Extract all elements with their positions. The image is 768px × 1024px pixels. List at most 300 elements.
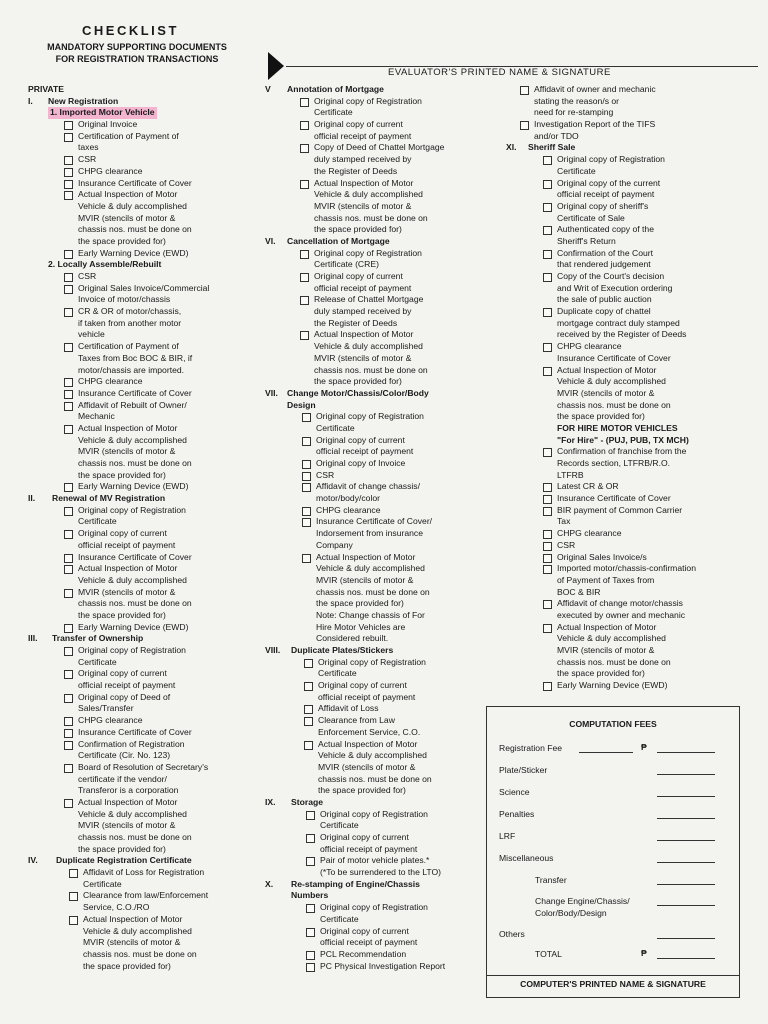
lrf-line xyxy=(657,840,715,841)
item-label: Certificate xyxy=(318,668,357,679)
checkbox[interactable] xyxy=(543,530,552,539)
item-label: Vehicle & duly accomplished xyxy=(316,563,425,574)
plate-sticker-line xyxy=(657,774,715,775)
checklist-item-text xyxy=(28,142,258,154)
section-number: IV. xyxy=(28,855,38,866)
checklist-item-text xyxy=(265,750,495,762)
checkbox[interactable] xyxy=(543,156,552,165)
checklist-column-3 xyxy=(506,84,756,692)
item-label: stating the reason/s or xyxy=(534,95,620,106)
checkbox[interactable] xyxy=(64,378,73,387)
arrow-icon xyxy=(268,52,284,80)
checklist-item-text xyxy=(265,423,495,435)
checklist-item-text xyxy=(506,107,756,119)
checklist-item-text xyxy=(506,516,756,528)
checklist-item-text xyxy=(28,844,258,856)
checkbox[interactable] xyxy=(306,951,315,960)
checklist-item-text xyxy=(28,879,258,891)
item-label: the sale of public auction xyxy=(557,294,652,305)
checkbox[interactable] xyxy=(300,331,309,340)
section-number: II. xyxy=(28,493,36,504)
item-label: Certificate xyxy=(316,422,355,433)
item-label: Latest CR & OR xyxy=(557,481,619,492)
checkbox[interactable] xyxy=(304,659,313,668)
item-label: the space provided for) xyxy=(314,224,402,235)
checklist-item-text xyxy=(28,458,258,470)
checklist-item-text xyxy=(28,201,258,213)
checklist-item-text xyxy=(265,131,495,143)
checkbox[interactable] xyxy=(543,554,552,563)
item-label: Vehicle & duly accomplished xyxy=(314,189,423,200)
checkbox[interactable] xyxy=(543,203,552,212)
item-label: Original Sales Invoice/Commercial xyxy=(78,282,210,293)
checkbox[interactable] xyxy=(64,191,73,200)
item-label: Sheriff Sale xyxy=(528,142,576,153)
checklist-item-text xyxy=(28,750,258,762)
checkbox[interactable] xyxy=(543,624,552,633)
checkbox[interactable] xyxy=(520,121,529,130)
checkbox[interactable] xyxy=(520,86,529,95)
fees-title: COMPUTATION FEES xyxy=(569,719,657,729)
checkbox[interactable] xyxy=(64,308,73,317)
item-label: Change Motor/Chassis/Color/Body xyxy=(287,387,429,398)
checklist-item-text xyxy=(265,727,495,739)
item-label: Early Warning Device (EWD) xyxy=(78,621,189,632)
science-label: Science xyxy=(499,787,530,797)
item-label: Original copy of Registration xyxy=(314,95,422,106)
checkbox[interactable] xyxy=(306,963,315,972)
computation-fees-box xyxy=(486,706,740,998)
penalties-line xyxy=(657,818,715,819)
checkbox[interactable] xyxy=(543,226,552,235)
checklist-item-text xyxy=(265,598,495,610)
section-number: VII. xyxy=(265,387,278,398)
item-label: MVIR (stencils of motor & xyxy=(318,761,416,772)
section-number: I. xyxy=(28,95,33,106)
checklist-item-text xyxy=(506,610,756,622)
checklist-item xyxy=(265,411,495,423)
checkbox[interactable] xyxy=(64,402,73,411)
item-label: Enforcement Service, C.O. xyxy=(318,726,421,737)
item-label: Certificate xyxy=(320,820,359,831)
checklist-item xyxy=(265,435,495,447)
item-label: Mechanic xyxy=(78,411,115,422)
checklist-item-text xyxy=(28,236,258,248)
checkbox[interactable] xyxy=(64,554,73,563)
checkbox[interactable] xyxy=(543,483,552,492)
item-label: the space provided for) xyxy=(314,376,402,387)
item-label: Original copy of current xyxy=(316,434,405,445)
item-label: CHPG clearance xyxy=(78,165,143,176)
checklist-item xyxy=(28,306,258,318)
item-label: official receipt of payment xyxy=(78,680,176,691)
checkbox[interactable] xyxy=(543,180,552,189)
item-label: Original Sales Invoice/s xyxy=(557,551,647,562)
checkbox[interactable] xyxy=(543,448,552,457)
item-label: the space provided for) xyxy=(78,469,166,480)
checkbox[interactable] xyxy=(64,273,73,282)
section-heading xyxy=(506,142,756,154)
item-label: MVIR (stencils of motor & xyxy=(83,937,181,948)
checkbox[interactable] xyxy=(64,425,73,434)
item-label: Actual Inspection of Motor xyxy=(318,738,418,749)
section-heading xyxy=(506,423,756,435)
checklist-item xyxy=(506,178,756,190)
total-line xyxy=(657,958,715,959)
checklist-item xyxy=(265,178,495,190)
checkbox[interactable] xyxy=(64,729,73,738)
checkbox[interactable] xyxy=(543,542,552,551)
section-heading xyxy=(265,400,495,412)
checkbox[interactable] xyxy=(302,460,311,469)
checkbox[interactable] xyxy=(64,670,73,679)
checkbox[interactable] xyxy=(302,518,311,527)
checklist-item-text xyxy=(28,435,258,447)
item-label: Vehicle & duly accomplished xyxy=(78,200,187,211)
item-label: Actual Inspection of Motor xyxy=(557,621,657,632)
item-label: Board of Resolution of Secretary's xyxy=(78,761,209,772)
checkbox[interactable] xyxy=(64,168,73,177)
section-heading xyxy=(265,388,495,400)
checklist-item-text xyxy=(28,610,258,622)
item-label: Taxes from Boc BOC & BIR, if xyxy=(78,352,193,363)
section-number: IX. xyxy=(265,796,276,807)
checklist-item-text xyxy=(265,224,495,236)
checkbox[interactable] xyxy=(306,904,315,913)
transfer-label: Transfer xyxy=(535,875,567,885)
checkbox[interactable] xyxy=(64,390,73,399)
checklist-item-text xyxy=(265,259,495,271)
item-label: Sheriff's Return xyxy=(557,235,616,246)
checkbox[interactable] xyxy=(64,285,73,294)
checkbox[interactable] xyxy=(543,495,552,504)
checkbox[interactable] xyxy=(302,472,311,481)
checklist-item-text xyxy=(265,844,495,856)
checklist-item xyxy=(265,961,495,973)
checkbox[interactable] xyxy=(300,98,309,107)
checklist-item-text xyxy=(265,306,495,318)
checklist-item-text xyxy=(506,329,756,341)
checkbox[interactable] xyxy=(543,343,552,352)
checklist-item-text xyxy=(506,189,756,201)
item-label: MVIR (stencils of motor & xyxy=(314,352,412,363)
item-label: Indorsement from insurance xyxy=(316,528,423,539)
checklist-item xyxy=(506,505,756,517)
item-label: Duplicate Plates/Stickers xyxy=(291,645,394,655)
item-label: Confirmation of franchise from the xyxy=(557,446,687,457)
item-label: that rendered judgement xyxy=(557,259,651,270)
item-label: Sales/Transfer xyxy=(78,703,134,714)
checkbox[interactable] xyxy=(69,869,78,878)
item-label: CHPG clearance xyxy=(78,715,143,726)
item-label: Certification of Payment of xyxy=(78,341,179,352)
checklist-item xyxy=(28,867,258,879)
checkbox[interactable] xyxy=(543,308,552,317)
item-label: Original copy of Deed of xyxy=(78,691,171,702)
checkbox[interactable] xyxy=(543,682,552,691)
item-label: Copy of the Court's decision xyxy=(557,271,665,281)
checkbox[interactable] xyxy=(304,717,313,726)
item-label: Actual Inspection of Motor xyxy=(316,551,416,562)
item-label: Duplicate Registration Certificate xyxy=(56,855,192,866)
checklist-item-text xyxy=(265,365,495,377)
item-label: the space provided for) xyxy=(318,785,406,796)
checkbox[interactable] xyxy=(543,273,552,282)
checklist-item-text xyxy=(28,937,258,949)
section-number: X. xyxy=(265,878,274,889)
checklist-item xyxy=(506,540,756,552)
checkbox[interactable] xyxy=(302,554,311,563)
checklist-item xyxy=(506,341,756,353)
section-heading xyxy=(265,797,495,809)
item-label: Certificate xyxy=(78,656,117,667)
checklist-item xyxy=(28,622,258,634)
checkbox[interactable] xyxy=(306,811,315,820)
item-label: Vehicle & duly accomplished xyxy=(318,750,427,761)
item-label: the space provided for) xyxy=(316,598,404,609)
item-label: the Register of Deeds xyxy=(314,317,398,328)
item-label: the space provided for) xyxy=(83,960,171,971)
checkbox[interactable] xyxy=(64,589,73,598)
checklist-item-text xyxy=(265,668,495,680)
checklist-item-text xyxy=(265,867,495,879)
checkbox[interactable] xyxy=(64,624,73,633)
checklist-item-text xyxy=(265,914,495,926)
item-label: chassis nos. must be done on xyxy=(78,224,192,235)
checklist-item xyxy=(28,283,258,295)
section-heading xyxy=(265,236,495,248)
checklist-item xyxy=(265,926,495,938)
checkbox[interactable] xyxy=(300,121,309,130)
item-label: BOC & BIR xyxy=(557,586,601,597)
checklist-item xyxy=(28,341,258,353)
checklist-item-text xyxy=(28,470,258,482)
item-label: Actual Inspection of Motor xyxy=(78,796,178,807)
item-label: Actual Inspection of Motor xyxy=(78,189,178,200)
others-line xyxy=(657,938,715,939)
checklist-item xyxy=(265,680,495,692)
checklist-item xyxy=(28,505,258,517)
checklist-item xyxy=(28,189,258,201)
item-label: and Writ of Execution ordering xyxy=(557,282,673,293)
checklist-item-text xyxy=(265,540,495,552)
evaluator-label: EVALUATOR'S PRINTED NAME & SIGNATURE xyxy=(388,67,611,78)
checklist-item-text xyxy=(265,201,495,213)
checklist-item xyxy=(506,563,756,575)
item-label: Insurance Certificate of Cover xyxy=(78,551,192,562)
checklist-item-text xyxy=(28,598,258,610)
checklist-item xyxy=(28,154,258,166)
checkbox[interactable] xyxy=(306,834,315,843)
checkbox[interactable] xyxy=(302,413,311,422)
checklist-item xyxy=(28,563,258,575)
item-label: Original copy of Registration xyxy=(320,808,428,819)
item-label: chassis nos. must be done on xyxy=(78,598,192,609)
checklist-item xyxy=(506,154,756,166)
checklist-item xyxy=(265,902,495,914)
checkbox[interactable] xyxy=(64,507,73,516)
item-label: Transfer of Ownership xyxy=(52,633,144,644)
checkbox[interactable] xyxy=(64,250,73,259)
section-heading xyxy=(265,890,495,902)
item-label: Vehicle & duly accomplished xyxy=(78,574,187,585)
item-label: PRIVATE xyxy=(28,84,64,94)
checklist-item-text xyxy=(506,283,756,295)
checkbox[interactable] xyxy=(64,156,73,165)
checkbox[interactable] xyxy=(64,717,73,726)
checkbox[interactable] xyxy=(69,892,78,901)
checklist-item xyxy=(506,680,756,692)
checklist-item-text xyxy=(265,446,495,458)
checklist-item xyxy=(265,481,495,493)
item-label: Certificate xyxy=(557,165,596,176)
checklist-item-text xyxy=(506,236,756,248)
checkbox[interactable] xyxy=(64,565,73,574)
document-subtitle xyxy=(27,41,247,65)
checklist-item xyxy=(28,481,258,493)
checkbox[interactable] xyxy=(64,694,73,703)
subtitle-line-2: FOR REGISTRATION TRANSACTIONS xyxy=(55,54,219,64)
item-label: Actual Inspection of Motor xyxy=(557,364,657,375)
checklist-item-text xyxy=(506,294,756,306)
checkbox[interactable] xyxy=(69,916,78,925)
checkbox[interactable] xyxy=(64,741,73,750)
item-label: Certification of Payment of xyxy=(78,130,179,141)
checklist-item xyxy=(265,142,495,154)
checklist-item-text xyxy=(265,785,495,797)
checklist-item xyxy=(28,552,258,564)
item-label: Certificate (Cir. No. 123) xyxy=(78,750,171,761)
checklist-item-text xyxy=(265,633,495,645)
item-label: New Registration xyxy=(48,95,119,106)
checkbox[interactable] xyxy=(304,682,313,691)
item-label: Duplicate copy of chattel xyxy=(557,306,651,317)
item-label: Vehicle & duly accomplished xyxy=(314,341,423,352)
checklist-item-text xyxy=(265,774,495,786)
checkbox[interactable] xyxy=(543,250,552,259)
checkbox[interactable] xyxy=(64,121,73,130)
item-label: Vehicle & duly accomplished xyxy=(78,434,187,445)
computer-signature-label: COMPUTER'S PRINTED NAME & SIGNATURE xyxy=(520,979,706,989)
item-label: Design xyxy=(287,399,316,410)
checkbox[interactable] xyxy=(543,367,552,376)
checkbox[interactable] xyxy=(306,857,315,866)
checklist-item xyxy=(28,914,258,926)
item-label: duly stamped received by xyxy=(314,306,412,317)
item-label: the Register of Deeds xyxy=(314,165,398,176)
checkbox[interactable] xyxy=(302,437,311,446)
checkbox[interactable] xyxy=(64,647,73,656)
item-label: Insurance Certificate of Cover xyxy=(78,177,192,188)
item-label: Affidavit of Loss xyxy=(318,703,379,714)
item-label: Tax xyxy=(557,516,571,527)
checkbox[interactable] xyxy=(64,180,73,189)
section-heading xyxy=(28,259,258,271)
checkbox[interactable] xyxy=(543,565,552,574)
checkbox[interactable] xyxy=(64,483,73,492)
checklist-item xyxy=(28,797,258,809)
checklist-column-2 xyxy=(265,84,495,972)
checklist-item xyxy=(28,692,258,704)
checkbox[interactable] xyxy=(300,273,309,282)
item-label: Early Warning Device (EWD) xyxy=(78,247,189,258)
checklist-item xyxy=(506,493,756,505)
checklist-item-text xyxy=(28,353,258,365)
checkbox[interactable] xyxy=(304,705,313,714)
item-label: vehicle xyxy=(78,329,105,340)
checklist-item xyxy=(265,949,495,961)
checklist-item-text xyxy=(506,353,756,365)
item-label: official receipt of payment xyxy=(314,282,412,293)
checklist-item xyxy=(506,119,756,131)
checklist-item xyxy=(506,248,756,260)
checkbox[interactable] xyxy=(64,343,73,352)
checkbox[interactable] xyxy=(300,144,309,153)
checklist-item-text xyxy=(506,668,756,680)
checklist-item-text xyxy=(265,563,495,575)
checkbox[interactable] xyxy=(300,180,309,189)
item-label: Invoice of motor/chassis xyxy=(78,294,171,305)
checkbox[interactable] xyxy=(304,741,313,750)
item-label: certificate if the vendor/ xyxy=(78,773,167,784)
section-heading xyxy=(28,855,258,867)
checkbox[interactable] xyxy=(302,483,311,492)
section-heading xyxy=(28,633,258,645)
checkbox[interactable] xyxy=(64,530,73,539)
checklist-item xyxy=(265,657,495,669)
checklist-item xyxy=(28,762,258,774)
item-label: duly stamped received by xyxy=(314,154,412,165)
checklist-item-text xyxy=(28,774,258,786)
item-label: chassis nos. must be done on xyxy=(83,948,197,959)
item-label: Pair of motor vehicle plates.* xyxy=(320,855,430,866)
checklist-item-text xyxy=(28,446,258,458)
item-label: official receipt of payment xyxy=(320,937,418,948)
checklist-item xyxy=(506,271,756,283)
checkbox[interactable] xyxy=(543,507,552,516)
total-peso-sign: ₱ xyxy=(641,948,647,958)
checklist-item-text xyxy=(265,154,495,166)
checkbox[interactable] xyxy=(300,296,309,305)
item-label: Hire Motor Vehicles are xyxy=(316,621,406,632)
checklist-item xyxy=(506,84,756,96)
checklist-item-text xyxy=(28,329,258,341)
item-label: Investigation Report of the TIFS xyxy=(534,119,656,130)
checklist-item xyxy=(506,552,756,564)
item-label: Imported motor/chassis-confirmation xyxy=(557,563,696,574)
checkbox[interactable] xyxy=(64,764,73,773)
checkbox[interactable] xyxy=(302,507,311,516)
checklist-item xyxy=(506,224,756,236)
item-label: Vehicle & duly accomplished xyxy=(557,633,666,644)
checkbox[interactable] xyxy=(64,133,73,142)
item-label: Certificate xyxy=(83,878,122,889)
checkbox[interactable] xyxy=(306,928,315,937)
item-label: PCL Recommendation xyxy=(320,948,407,959)
checklist-item-text xyxy=(506,587,756,599)
checklist-item xyxy=(28,119,258,131)
item-label: Original copy of the current xyxy=(557,177,661,188)
section-heading xyxy=(28,84,258,96)
checklist-item xyxy=(28,400,258,412)
checklist-item xyxy=(28,668,258,680)
checklist-item-text xyxy=(265,610,495,622)
checkbox[interactable] xyxy=(64,799,73,808)
checklist-item xyxy=(28,645,258,657)
checklist-item xyxy=(506,306,756,318)
checkbox[interactable] xyxy=(300,250,309,259)
checkbox[interactable] xyxy=(543,600,552,609)
